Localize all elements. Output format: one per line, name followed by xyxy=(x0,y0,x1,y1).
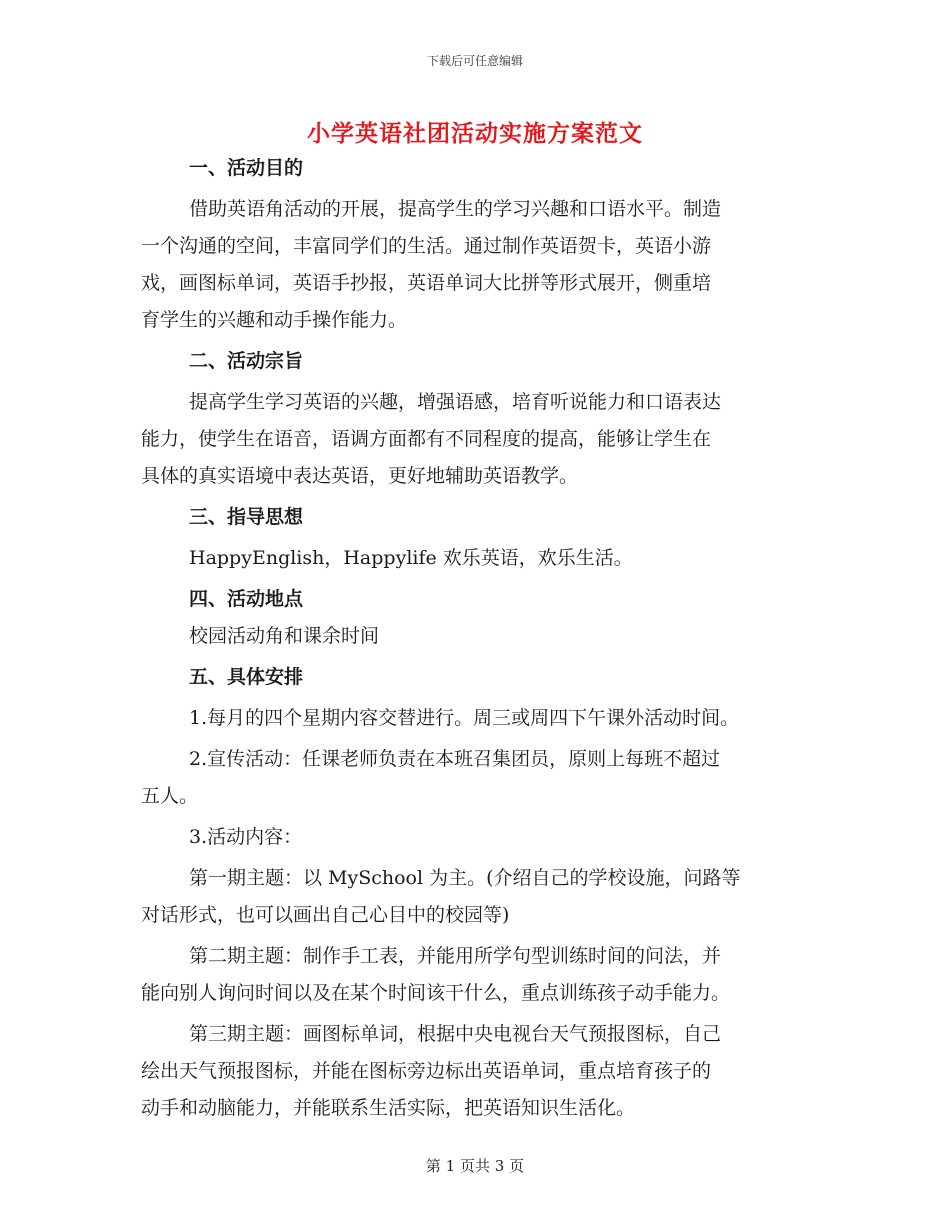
paragraph-line: 动手和动脑能力，并能联系生活实际，把英语知识生活化。 xyxy=(141,1097,636,1119)
section-heading-guiding-idea: 三、指导思想 xyxy=(189,506,304,528)
section-heading-arrangement: 五、具体安排 xyxy=(189,666,304,688)
paragraph-line: 绘出天气预报图标，并能在图标旁边标出英语单词，重点培育孩子的 xyxy=(141,1060,712,1082)
section-heading-aim: 二、活动宗旨 xyxy=(189,350,304,372)
section-heading-purpose: 一、活动目的 xyxy=(189,157,304,179)
section-heading-location: 四、活动地点 xyxy=(189,588,304,610)
paragraph-line: 育学生的兴趣和动手操作能力。 xyxy=(141,309,408,331)
paragraph-line: 一个沟通的空间，丰富同学们的生活。通过制作英语贺卡，英语小游 xyxy=(141,235,712,257)
paragraph-line: 第三期主题：画图标单词，根据中央电视台天气预报图标，自己 xyxy=(189,1023,722,1045)
paragraph-line: 具体的真实语境中表达英语，更好地辅助英语教学。 xyxy=(141,465,579,487)
paragraph-line: 提高学生学习英语的兴趣，增强语感，培育听说能力和口语表达 xyxy=(189,391,722,413)
paragraph-line: 校园活动角和课余时间 xyxy=(189,625,380,647)
list-item: 2.宣传活动：任课老师负责在本班召集团员，原则上每班不超过 xyxy=(189,748,721,770)
list-item: 3.活动内容： xyxy=(189,826,303,848)
paragraph-line: 能力，使学生在语音，语调方面都有不同程度的提高，能够让学生在 xyxy=(141,428,712,450)
document-body xyxy=(141,150,811,1127)
paragraph-line: 能向别人询问时间以及在某个时间该干什么，重点训练孩子动手能力。 xyxy=(141,982,731,1004)
page-header: 下载后可任意编辑 xyxy=(426,54,523,68)
paragraph-line: 对话形式，也可以画出自己心目中的校园等) xyxy=(141,904,510,926)
paragraph-line: HappyEnglish，Happylife 欢乐英语，欢乐生活。 xyxy=(189,547,633,569)
page-footer: 第 1 页共 3 页 xyxy=(425,1157,525,1175)
paragraph-line: 戏，画图标单词，英语手抄报，英语单词大比拼等形式展开，侧重培 xyxy=(141,272,712,294)
paragraph-line: 五人。 xyxy=(141,785,199,807)
paragraph-line: 第一期主题：以 MySchool 为主。(介绍自己的学校设施，问路等 xyxy=(189,867,741,889)
paragraph-line: 借助英语角活动的开展，提高学生的学习兴趣和口语水平。制造 xyxy=(189,198,722,220)
paragraph-line: 第二期主题：制作手工表，并能用所学句型训练时间的问法，并 xyxy=(189,945,722,967)
list-item: 1.每月的四个星期内容交替进行。周三或周四下午课外活动时间。 xyxy=(189,707,740,729)
document-title: 小学英语社团活动实施方案范文 xyxy=(307,120,643,147)
